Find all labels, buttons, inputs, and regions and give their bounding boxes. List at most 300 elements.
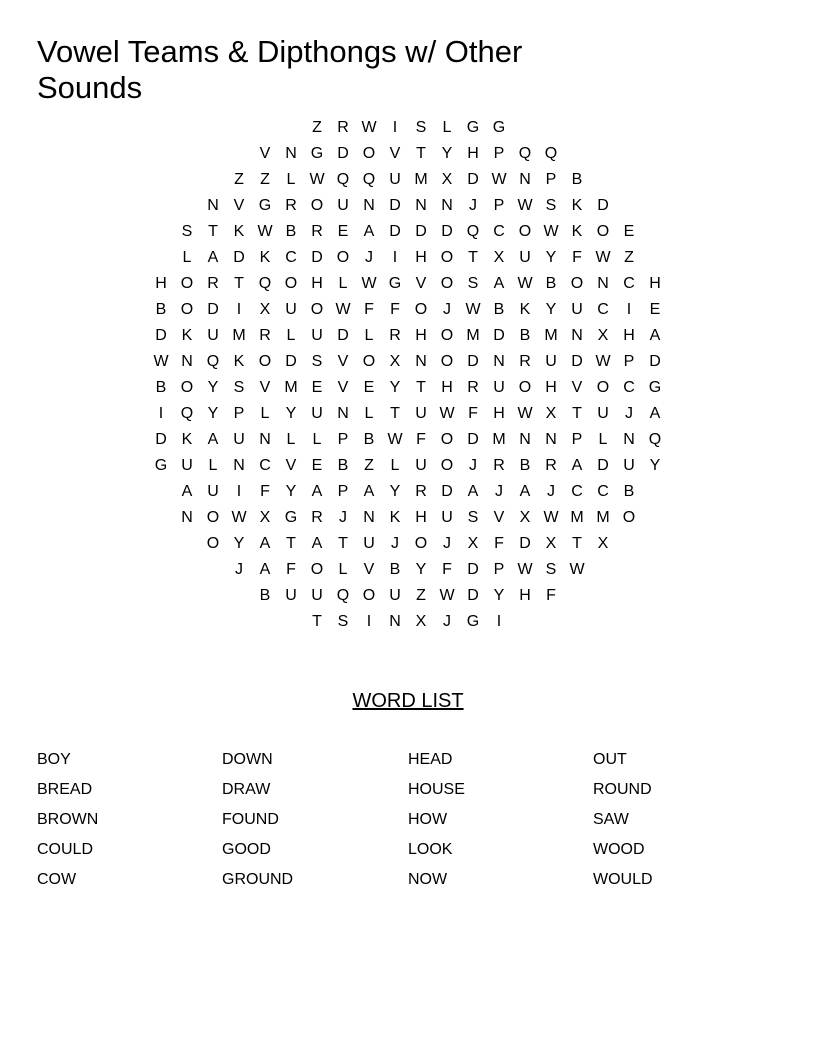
grid-letter: J [443, 535, 451, 552]
grid-letter: T [312, 613, 322, 630]
grid-letter: A [311, 483, 323, 500]
grid-letter: K [181, 431, 193, 448]
word-list-item: COW [37, 871, 77, 888]
grid-letter: B [571, 171, 583, 188]
grid-letter: Q [518, 145, 532, 162]
grid-letter: S [545, 197, 557, 214]
grid-letter: U [545, 353, 557, 370]
grid-letter: D [493, 327, 505, 344]
grid-letter: I [366, 613, 372, 630]
grid-letter: O [622, 509, 636, 526]
grid-letter: U [337, 197, 349, 214]
grid-letter: U [311, 405, 323, 422]
grid-letter: W [543, 509, 559, 526]
grid-letter: V [259, 379, 271, 396]
grid-letter: T [234, 275, 244, 292]
grid-letter: L [260, 405, 270, 422]
grid-letter: K [571, 197, 583, 214]
grid-letter: J [469, 457, 477, 474]
grid-letter: V [285, 457, 297, 474]
grid-letter: Q [336, 171, 350, 188]
word-list-item: HEAD [408, 751, 453, 768]
grid-letter: X [519, 509, 531, 526]
grid-letter: R [389, 327, 401, 344]
grid-letter: D [233, 249, 245, 266]
word-list-item: DRAW [222, 781, 271, 798]
grid-letter: W [517, 197, 533, 214]
grid-letter: L [338, 561, 348, 578]
grid-letter: G [388, 275, 402, 292]
grid-letter: X [389, 353, 401, 370]
grid-letter: O [180, 275, 194, 292]
grid-letter: H [415, 327, 427, 344]
grid-letter: I [392, 119, 398, 136]
grid-letter: O [440, 457, 454, 474]
grid-letter: D [467, 171, 479, 188]
grid-letter: C [259, 457, 271, 474]
grid-letter: B [545, 275, 557, 292]
grid-letter: W [257, 223, 273, 240]
grid-letter: U [181, 457, 193, 474]
grid-letter: D [441, 223, 453, 240]
grid-letter: K [181, 327, 193, 344]
grid-letter: U [285, 587, 297, 604]
grid-letter: B [363, 431, 375, 448]
grid-letter: K [519, 301, 531, 318]
grid-letter: L [442, 119, 452, 136]
grid-letter: S [545, 561, 557, 578]
grid-letter: D [155, 431, 167, 448]
grid-letter: A [493, 275, 505, 292]
grid-letter: D [389, 197, 401, 214]
grid-letter: N [337, 405, 349, 422]
grid-letter: U [441, 509, 453, 526]
grid-letter: Y [233, 535, 245, 552]
grid-letter: F [260, 483, 270, 500]
grid-letter: F [416, 431, 426, 448]
grid-letter: C [571, 483, 583, 500]
grid-letter: N [181, 353, 193, 370]
word-list-item: COULD [37, 841, 94, 858]
grid-letter: M [492, 431, 506, 448]
grid-letter: L [286, 431, 296, 448]
grid-letter: D [649, 353, 661, 370]
grid-letter: R [311, 223, 323, 240]
grid-letter: Q [466, 223, 480, 240]
grid-letter: D [389, 223, 401, 240]
grid-letter: D [207, 301, 219, 318]
grid-letter: F [286, 561, 296, 578]
grid-letter: C [623, 275, 635, 292]
grid-letter: M [414, 171, 428, 188]
grid-letter: I [496, 613, 502, 630]
grid-letter: F [494, 535, 504, 552]
grid-letter: S [415, 119, 427, 136]
grid-letter: K [389, 509, 401, 526]
grid-letter: Y [649, 457, 661, 474]
grid-letter: V [337, 353, 349, 370]
grid-letter: W [517, 405, 533, 422]
grid-letter: Y [207, 379, 219, 396]
grid-letter: W [543, 223, 559, 240]
grid-letter: V [337, 379, 349, 396]
grid-letter: O [518, 223, 532, 240]
grid-letter: F [390, 301, 400, 318]
grid-letter: A [467, 483, 479, 500]
grid-letter: Q [648, 431, 662, 448]
grid-letter: R [519, 353, 531, 370]
grid-letter: N [415, 353, 427, 370]
grid-letter: T [286, 535, 296, 552]
grid-letter: U [207, 327, 219, 344]
grid-letter: S [181, 223, 193, 240]
grid-letter: P [571, 431, 583, 448]
grid-letter: A [649, 327, 661, 344]
grid-letter: R [337, 119, 349, 136]
grid-letter: J [391, 535, 399, 552]
grid-letter: P [545, 171, 557, 188]
grid-letter: X [597, 327, 609, 344]
grid-letter: L [598, 431, 608, 448]
grid-letter: O [440, 249, 454, 266]
grid-letter: O [310, 561, 324, 578]
grid-letter: A [181, 483, 193, 500]
grid-letter: H [441, 379, 453, 396]
word-list-item: HOUSE [408, 781, 465, 798]
grid-letter: C [493, 223, 505, 240]
grid-letter: G [284, 509, 298, 526]
grid-letter: U [389, 587, 401, 604]
grid-letter: Y [285, 405, 297, 422]
grid-letter: J [443, 301, 451, 318]
grid-letter: L [390, 457, 400, 474]
grid-letter: D [467, 561, 479, 578]
grid-letter: K [233, 223, 245, 240]
word-list-item: HOW [408, 811, 448, 828]
grid-letter: K [259, 249, 271, 266]
grid-letter: L [364, 327, 374, 344]
grid-letter: W [387, 431, 403, 448]
grid-letter: V [571, 379, 583, 396]
grid-letter: R [311, 509, 323, 526]
grid-letter: Q [180, 405, 194, 422]
grid-letter: A [207, 431, 219, 448]
grid-letter: W [517, 561, 533, 578]
grid-letter: X [415, 613, 427, 630]
grid-letter: U [415, 457, 427, 474]
grid-letter: Q [544, 145, 558, 162]
grid-letter: Y [415, 561, 427, 578]
grid-letter: D [467, 353, 479, 370]
grid-letter: B [519, 327, 531, 344]
grid-letter: O [570, 275, 584, 292]
grid-letter: A [311, 535, 323, 552]
grid-letter: S [337, 613, 349, 630]
grid-letter: W [361, 275, 377, 292]
grid-letter: P [493, 145, 505, 162]
grid-letter: P [623, 353, 635, 370]
grid-letter: T [390, 405, 400, 422]
grid-letter: H [623, 327, 635, 344]
grid-letter: N [181, 509, 193, 526]
grid-letter: K [233, 353, 245, 370]
grid-letter: S [311, 353, 323, 370]
word-list-item: LOOK [408, 841, 453, 858]
grid-letter: U [597, 405, 609, 422]
grid-letter: R [545, 457, 557, 474]
grid-letter: B [155, 379, 167, 396]
page-title: Vowel Teams & Dipthongs w/ Other Sounds [37, 34, 523, 105]
grid-letter: G [648, 379, 662, 396]
word-list-item: SAW [593, 811, 629, 828]
grid-letter: S [467, 275, 479, 292]
grid-letter: I [626, 301, 632, 318]
grid-letter: W [153, 353, 169, 370]
grid-letter: I [236, 301, 242, 318]
grid-letter: D [597, 457, 609, 474]
word-list-item: ROUND [593, 781, 652, 798]
grid-letter: X [441, 171, 453, 188]
word-list-item: OUT [593, 751, 627, 768]
grid-letter: V [259, 145, 271, 162]
grid-letter: N [415, 197, 427, 214]
grid-letter: B [623, 483, 635, 500]
grid-letter: H [493, 405, 505, 422]
grid-letter: U [363, 535, 375, 552]
grid-letter: P [493, 561, 505, 578]
grid-letter: L [208, 457, 218, 474]
grid-letter: Y [389, 379, 401, 396]
grid-letter: U [519, 249, 531, 266]
grid-letter: Q [336, 587, 350, 604]
grid-letter: Q [206, 353, 220, 370]
grid-letter: P [493, 197, 505, 214]
grid-letter: D [155, 327, 167, 344]
grid-letter: E [311, 457, 323, 474]
grid-letter: B [493, 301, 505, 318]
grid-letter: N [363, 509, 375, 526]
grid-letter: W [439, 405, 455, 422]
grid-letter: D [337, 145, 349, 162]
grid-letter: O [206, 535, 220, 552]
grid-letter: L [182, 249, 192, 266]
grid-letter: B [285, 223, 297, 240]
grid-letter: W [335, 301, 351, 318]
grid-letter: D [311, 249, 323, 266]
grid-letter: X [467, 535, 479, 552]
word-list-heading: WORD LIST [352, 690, 464, 712]
grid-letter: O [414, 535, 428, 552]
grid-letter: U [285, 301, 297, 318]
grid-letter: B [259, 587, 271, 604]
grid-letter: X [545, 405, 557, 422]
grid-letter: N [207, 197, 219, 214]
grid-letter: U [389, 171, 401, 188]
grid-letter: R [467, 379, 479, 396]
grid-letter: D [285, 353, 297, 370]
grid-letter: X [259, 301, 271, 318]
grid-letter: O [440, 275, 454, 292]
grid-letter: B [155, 301, 167, 318]
grid-letter: W [439, 587, 455, 604]
grid-letter: O [336, 249, 350, 266]
grid-letter: W [309, 171, 325, 188]
grid-letter: V [493, 509, 505, 526]
grid-letter: Y [493, 587, 505, 604]
grid-letter: G [492, 119, 506, 136]
grid-letter: X [545, 535, 557, 552]
grid-letter: U [207, 483, 219, 500]
grid-letter: Z [364, 457, 374, 474]
grid-letter: O [362, 587, 376, 604]
grid-letter: W [595, 353, 611, 370]
grid-letter: H [467, 145, 479, 162]
grid-letter: L [338, 275, 348, 292]
grid-letter: J [625, 405, 633, 422]
grid-letter: G [258, 197, 272, 214]
grid-letter: U [493, 379, 505, 396]
grid-letter: G [466, 119, 480, 136]
grid-letter: W [517, 275, 533, 292]
grid-letter: E [337, 223, 349, 240]
grid-letter: A [207, 249, 219, 266]
grid-letter: M [466, 327, 480, 344]
grid-letter: T [572, 535, 582, 552]
grid-letter: D [415, 223, 427, 240]
grid-letter: O [596, 379, 610, 396]
grid-letter: R [259, 327, 271, 344]
grid-letter: T [416, 379, 426, 396]
grid-letter: N [597, 275, 609, 292]
grid-letter: J [495, 483, 503, 500]
word-list-item: WOULD [593, 871, 653, 888]
grid-letter: A [519, 483, 531, 500]
grid-letter: N [519, 431, 531, 448]
grid-letter: U [311, 327, 323, 344]
grid-letter: R [415, 483, 427, 500]
grid-letter: O [180, 301, 194, 318]
grid-letter: O [362, 353, 376, 370]
grid-letter: D [571, 353, 583, 370]
grid-letter: H [649, 275, 661, 292]
grid-letter: A [363, 483, 375, 500]
grid-letter: B [519, 457, 531, 474]
grid-letter: X [259, 509, 271, 526]
grid-letter: N [545, 431, 557, 448]
grid-letter: D [467, 587, 479, 604]
word-list-item: BREAD [37, 781, 93, 798]
grid-letter: W [595, 249, 611, 266]
grid-letter: E [311, 379, 323, 396]
grid-letter: O [258, 353, 272, 370]
grid-letter: P [337, 431, 349, 448]
grid-letter: O [414, 301, 428, 318]
grid-letter: U [415, 405, 427, 422]
grid-letter: D [467, 431, 479, 448]
word-list-item: WOOD [593, 841, 645, 858]
grid-letter: U [311, 587, 323, 604]
grid-letter: O [310, 301, 324, 318]
grid-letter: H [415, 249, 427, 266]
grid-letter: T [416, 145, 426, 162]
grid-letter: W [231, 509, 247, 526]
grid-letter: O [440, 431, 454, 448]
grid-letter: N [519, 171, 531, 188]
word-list-item: DOWN [222, 751, 273, 768]
grid-letter: O [440, 327, 454, 344]
grid-letter: N [441, 197, 453, 214]
grid-letter: G [310, 145, 324, 162]
grid-letter: L [312, 431, 322, 448]
grid-letter: J [443, 613, 451, 630]
grid-letter: O [180, 379, 194, 396]
grid-letter: L [286, 327, 296, 344]
grid-letter: J [547, 483, 555, 500]
grid-letter: N [389, 613, 401, 630]
grid-letter: Z [260, 171, 270, 188]
grid-letter: N [571, 327, 583, 344]
word-list-item: BOY [37, 751, 71, 768]
grid-letter: N [233, 457, 245, 474]
grid-letter: W [465, 301, 481, 318]
word-list-item: FOUND [222, 811, 279, 828]
grid-letter: N [363, 197, 375, 214]
grid-letter: V [363, 561, 375, 578]
grid-letter: N [285, 145, 297, 162]
grid-letter: P [233, 405, 245, 422]
grid-letter: J [469, 197, 477, 214]
grid-letter: H [545, 379, 557, 396]
grid-letter: Y [441, 145, 453, 162]
grid-letter: Y [545, 249, 557, 266]
grid-letter: E [623, 223, 635, 240]
grid-letter: L [364, 405, 374, 422]
grid-letter: V [415, 275, 427, 292]
grid-letter: F [442, 561, 452, 578]
grid-letter: G [154, 457, 168, 474]
grid-letter: U [233, 431, 245, 448]
grid-letter: A [363, 223, 375, 240]
grid-letter: Z [234, 171, 244, 188]
grid-letter: H [415, 509, 427, 526]
grid-letter: E [649, 301, 661, 318]
grid-letter: T [468, 249, 478, 266]
grid-letter: C [285, 249, 297, 266]
grid-letter: O [206, 509, 220, 526]
grid-letter: Q [362, 171, 376, 188]
grid-letter: R [285, 197, 297, 214]
grid-letter: D [337, 327, 349, 344]
grid-letter: M [596, 509, 610, 526]
grid-letter: B [337, 457, 349, 474]
grid-letter: X [493, 249, 505, 266]
grid-letter: I [236, 483, 242, 500]
grid-letter: T [572, 405, 582, 422]
grid-letter: M [232, 327, 246, 344]
grid-letter: Z [312, 119, 322, 136]
grid-letter: R [493, 457, 505, 474]
grid-letter: D [519, 535, 531, 552]
word-list-item: NOW [408, 871, 448, 888]
grid-letter: F [364, 301, 374, 318]
grid-letter: U [623, 457, 635, 474]
grid-letter: A [571, 457, 583, 474]
grid-letter: P [337, 483, 349, 500]
grid-letter: V [389, 145, 401, 162]
grid-letter: Y [389, 483, 401, 500]
grid-letter: C [623, 379, 635, 396]
grid-letter: J [235, 561, 243, 578]
